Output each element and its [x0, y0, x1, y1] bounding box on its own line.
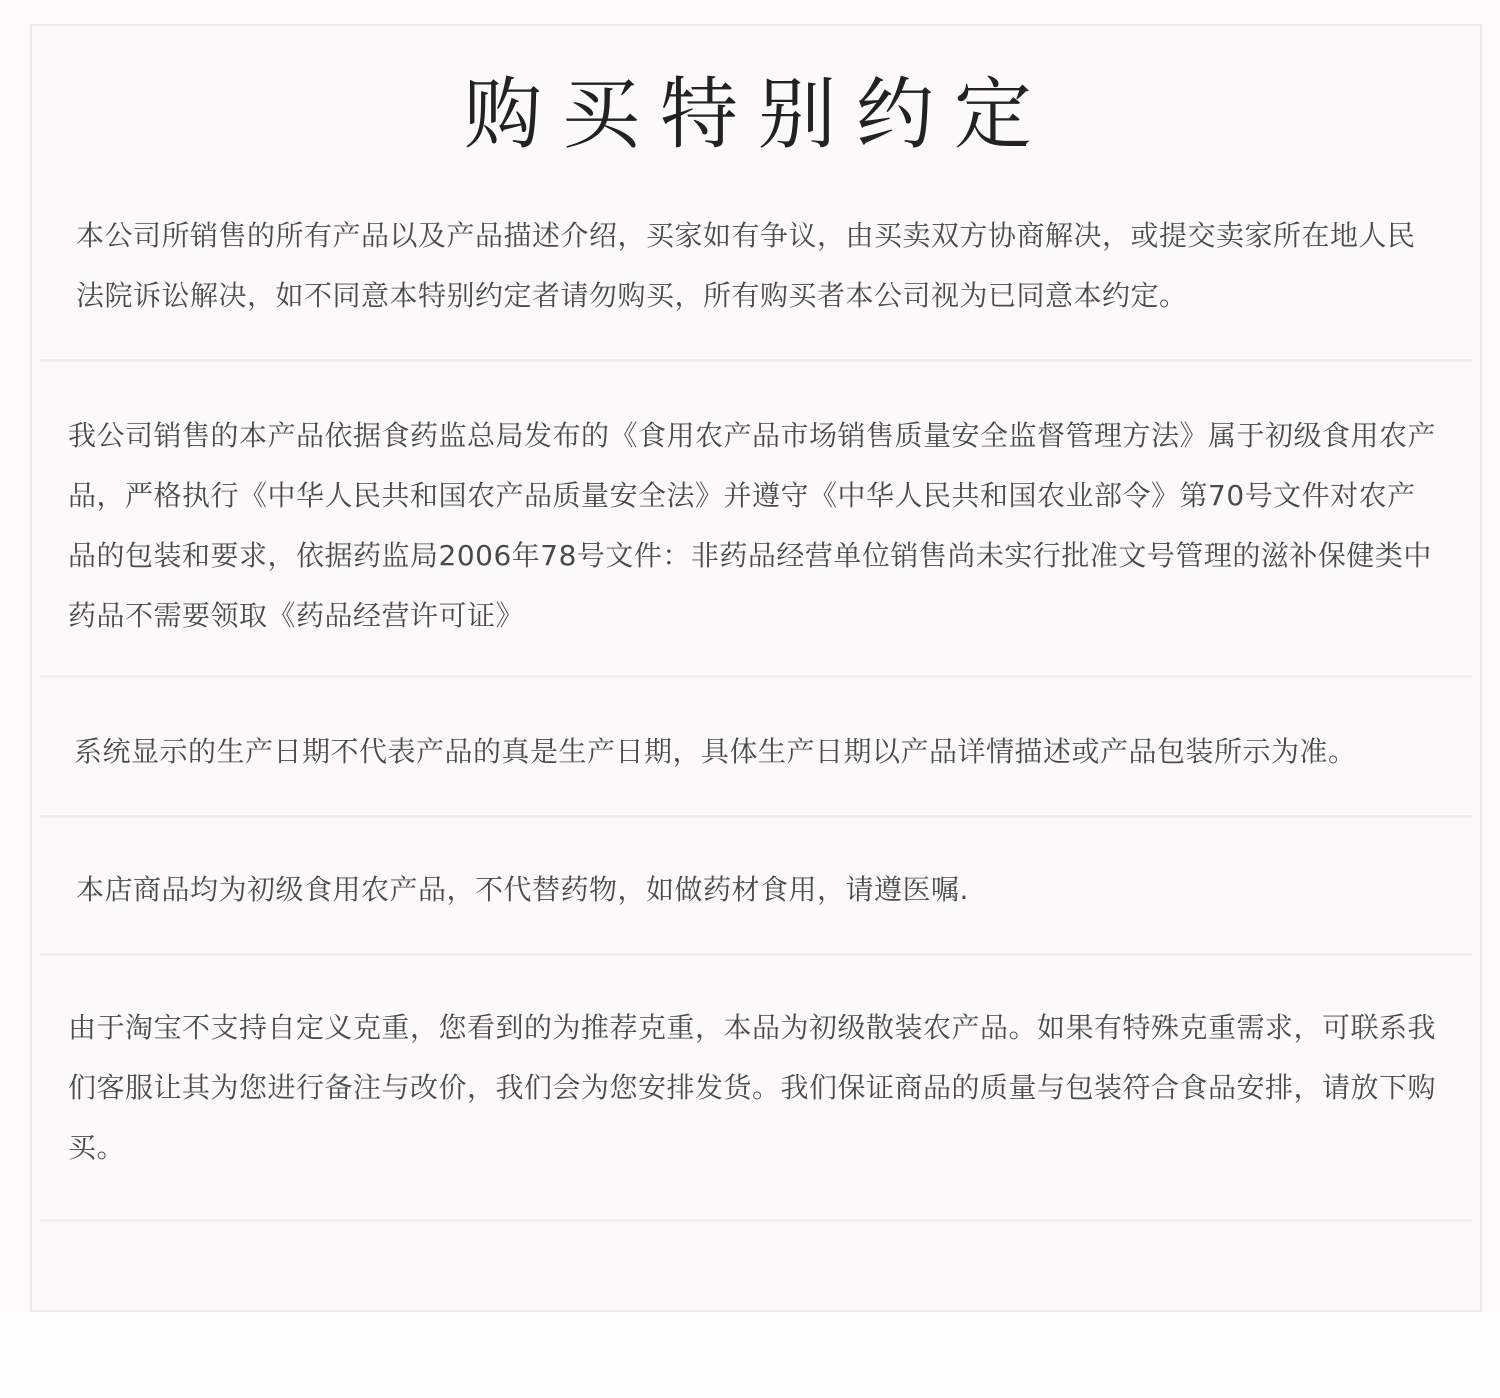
notice-panel — [30, 24, 1482, 1312]
section-text: 本公司所销售的所有产品以及产品描述介绍，买家如有争议，由买卖双方协商解决，或提交卖家所在地人民法院诉讼解决，如不同意本特别约定者请勿购买，所有购买者本公司视为已同意本约定。 — [76, 219, 1416, 312]
agreement-section-weight — [40, 998, 1472, 1222]
bottom-margin — [0, 1312, 1500, 1398]
agreement-section-dispute — [40, 206, 1472, 362]
section-text: 由于淘宝不支持自定义克重，您看到的为推荐克重，本品为初级散装农产品。如果有特殊克重需求，可联系我们客服让其为您进行备注与改价，我们会为您安排发货。我们保证商品的质量与包装符合食品安排，请放下购买。 — [68, 1011, 1437, 1164]
agreement-section-production-date — [40, 722, 1472, 818]
section-text: 本店商品均为初级食用农产品，不代替药物，如做药材食用，请遵医嘱. — [76, 873, 969, 906]
section-text: 我公司销售的本产品依据食药监总局发布的《食用农产品市场销售质量安全监督管理方法》属于初级食用农产品，严格执行《中华人民共和国农产品质量安全法》并遵守《中华人民共和国农业部令》第70号文件对农产品的包装和要求，依据药监局2006年78号文件：非药品经营单位销售尚未实行批准文号管理的滋补保健类中药品不需要领取《药品经营许可证》 — [68, 419, 1437, 632]
page-title: 购买特别约定 — [463, 70, 1052, 160]
agreement-section-not-medicine — [40, 860, 1472, 956]
section-text: 系统显示的生产日期不代表产品的真是生产日期，具体生产日期以产品详情描述或产品包装所示为准。 — [74, 735, 1357, 768]
agreement-section-regulation — [40, 406, 1472, 678]
